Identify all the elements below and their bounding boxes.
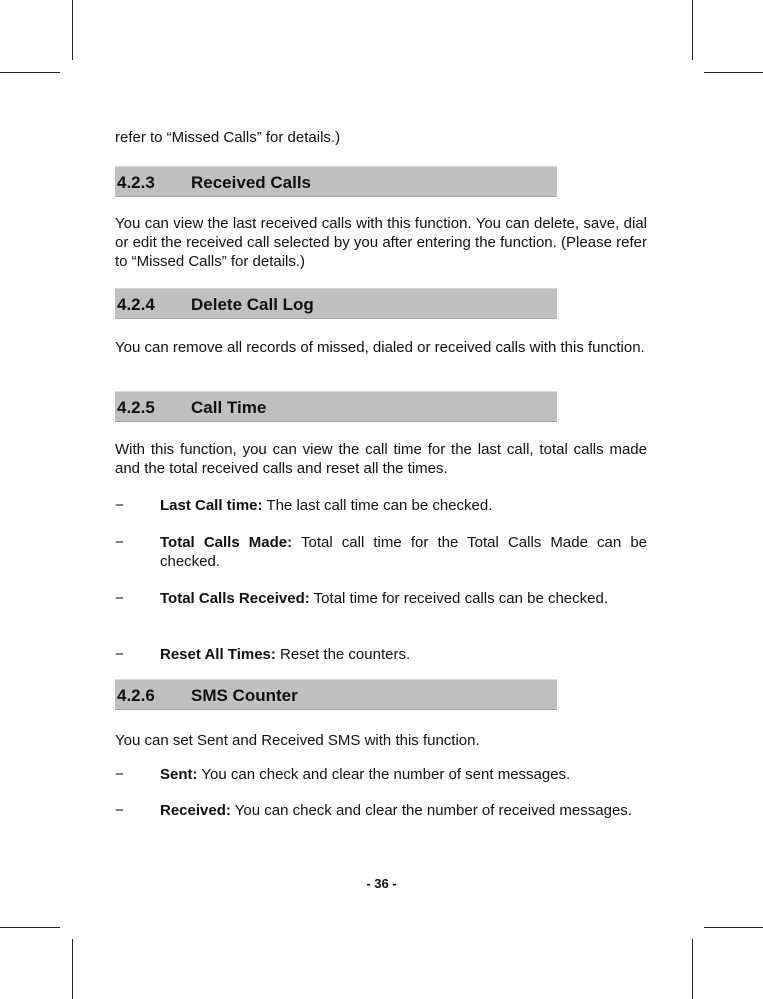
section-body-received-calls: You can view the last received calls with this function. You can delete, save, dial or edit the received call selected by you after entering the function. (Please refer to “Missed Calls” for details.)	[115, 215, 647, 270]
section-number: 4.2.4	[117, 295, 155, 314]
bullet-text: You can check and clear the number of received messages.	[230, 802, 632, 819]
bullet-text: Total time for received calls can be checked.	[309, 590, 608, 607]
bullet-text: Total call time for the Total Calls Made can be checked.	[160, 534, 648, 570]
bullet-label: Last Call time:	[160, 497, 263, 514]
crop-mark-bottom-right-vertical	[692, 939, 693, 999]
bullet-label: Reset All Times:	[160, 646, 276, 663]
section-number: 4.2.6	[117, 686, 155, 705]
section-heading-call-time	[115, 391, 557, 422]
bullet-text: You can check and clear the number of sent messages.	[197, 766, 571, 783]
section-heading-sms-counter	[115, 679, 557, 710]
crop-mark-top-right-horizontal	[704, 72, 763, 73]
section-title: Delete Call Log	[191, 295, 314, 314]
section-title: Received Calls	[191, 173, 312, 192]
section-number: 4.2.5	[117, 398, 155, 417]
crop-mark-top-right-vertical	[692, 0, 693, 60]
crop-mark-top-left-vertical	[72, 0, 73, 60]
section-body-sms-counter: You can set Sent and Received SMS with this function.	[115, 732, 480, 749]
intro-paragraph: refer to “Missed Calls” for details.)	[115, 129, 341, 146]
page-number: - 36 -	[366, 876, 397, 891]
bullet-label: Received:	[160, 802, 231, 819]
bullet-marker: −	[115, 766, 124, 783]
bullet-marker: −	[115, 534, 124, 551]
section-title: Call Time	[191, 398, 267, 417]
crop-mark-bottom-left-horizontal	[0, 927, 60, 928]
bullet-marker: −	[115, 802, 124, 819]
section-number: 4.2.3	[117, 173, 155, 192]
bullet-label: Total Calls Made:	[160, 534, 293, 551]
bullet-marker: −	[115, 646, 124, 663]
bullet-marker: −	[115, 590, 124, 607]
section-body-call-time: With this function, you can view the call time for the last call, total calls made and the total received calls and reset all the times.	[115, 441, 647, 477]
crop-mark-bottom-left-vertical	[72, 939, 73, 999]
section-title: SMS Counter	[191, 686, 298, 705]
section-heading-delete-call-log	[115, 288, 557, 319]
crop-mark-bottom-right-horizontal	[704, 927, 763, 928]
section-heading-received-calls	[115, 166, 557, 197]
crop-mark-top-left-horizontal	[0, 72, 60, 73]
bullet-text: Reset the counters.	[275, 646, 411, 663]
bullet-label: Sent:	[160, 766, 198, 783]
bullet-marker: −	[115, 497, 124, 514]
bullet-label: Total Calls Received:	[160, 590, 310, 607]
section-body-delete-call-log: You can remove all records of missed, dialed or received calls with this function.	[115, 339, 645, 356]
bullet-text: The last call time can be checked.	[262, 497, 493, 514]
